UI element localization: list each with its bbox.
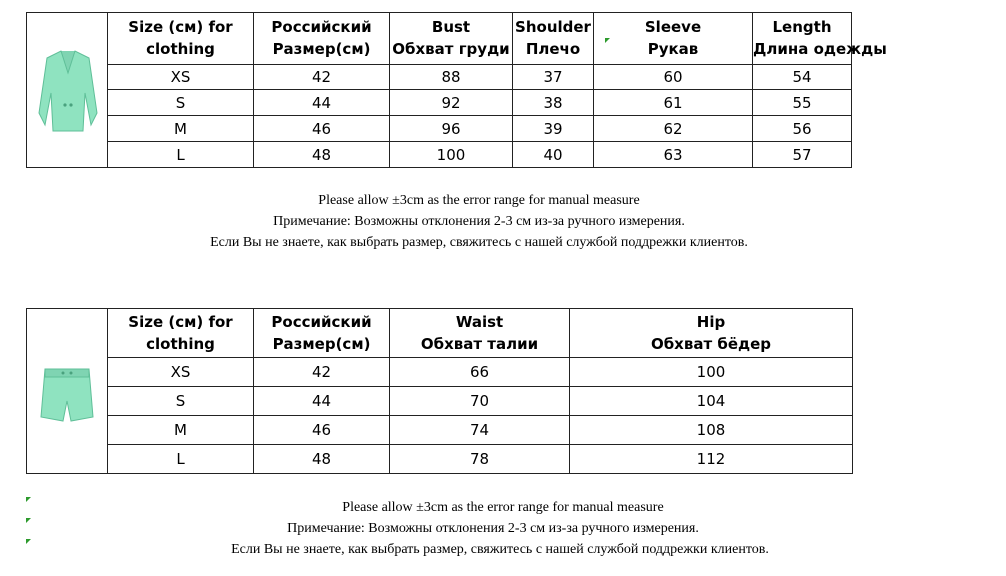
table-cell: 62 [594,116,753,142]
table-cell: 61 [594,90,753,116]
table-cell: S [108,90,254,116]
table-cell: 78 [390,445,570,474]
table-cell: 40 [513,142,594,168]
header-label: Length [772,18,832,37]
table-cell: 38 [513,90,594,116]
table-cell: M [108,416,254,445]
col-header-size [108,309,254,358]
col-header-size [108,13,254,65]
header-label: Обхват талии [420,335,539,354]
table-cell: 74 [390,416,570,445]
table-row [27,387,853,416]
table-cell: 39 [513,116,594,142]
green-corner-mark [605,38,610,43]
col-header-ru-size [254,13,390,65]
note-ru-support: Если Вы не знаете, как выбрать размер, свяжитесь с нашей службой поддрежки клиентов. [231,542,769,557]
col-header-bust [390,13,513,65]
header-label: Плечо [525,40,581,59]
table-cell: 70 [390,387,570,416]
table-row [27,416,853,445]
table-cell: 57 [753,142,852,168]
table-row [27,116,852,142]
table-cell: L [108,445,254,474]
table-cell: 56 [753,116,852,142]
table-cell: 108 [570,416,853,445]
table-cell: 100 [570,358,853,387]
table-cell: S [108,387,254,416]
table-row [27,142,852,168]
note-error-range: Please allow ±3cm as the error range for manual measure [342,500,664,515]
table-cell: 54 [753,64,852,90]
table-cell: 42 [254,64,390,90]
header-label: Size (см) for [128,313,233,332]
table-cell: 88 [390,64,513,90]
header-label: Обхват груди [392,40,510,59]
blazer-image [27,13,108,168]
table-cell: 42 [254,358,390,387]
table-cell: 66 [390,358,570,387]
header-label: clothing [146,40,215,59]
table-cell: 37 [513,64,594,90]
header-label: Российский [271,18,372,37]
table-cell: 48 [254,445,390,474]
col-header-hip [570,309,853,358]
table-row [27,90,852,116]
table-cell: 46 [254,416,390,445]
top-size-table [26,12,887,168]
table-row [27,445,853,474]
header-label: Bust [431,18,471,37]
blazer-icon [27,13,108,163]
table-row [27,64,852,90]
bottom-size-table [26,308,853,474]
header-label: Размер(см) [272,335,371,354]
header-label: clothing [146,335,215,354]
header-label: Size (см) for [128,18,233,37]
table-cell: 44 [254,90,390,116]
header-label: Shoulder [515,18,591,37]
header-label: Размер(см) [272,40,371,59]
table-cell: 55 [753,90,852,116]
header-label: Обхват бёдер [650,335,772,354]
header-label: Hip [696,313,726,332]
table-cell: XS [108,64,254,90]
table-cell: M [108,116,254,142]
table-header-row [27,309,853,358]
table-cell: 92 [390,90,513,116]
shorts-image [27,309,108,474]
header-label: Длина одежды [753,40,887,59]
shorts-icon [27,309,108,469]
header-label: Рукав [647,40,699,59]
col-header-length [753,13,887,65]
col-header-ru-size [254,309,390,358]
note-ru-deviation: Примечание: Возможны отклонения 2-3 см из-за ручного измерения. [273,214,685,229]
table-cell: 44 [254,387,390,416]
col-header-sleeve [594,13,753,65]
table-cell: L [108,142,254,168]
header-label: Российский [271,313,372,332]
table-cell: 46 [254,116,390,142]
table-cell: 96 [390,116,513,142]
table-cell: 63 [594,142,753,168]
note-error-range: Please allow ±3cm as the error range for manual measure [318,193,640,208]
table-cell: 112 [570,445,853,474]
header-label: Waist [455,313,504,332]
table-row [27,358,853,387]
table-cell: 60 [594,64,753,90]
header-label: Sleeve [644,18,702,37]
col-header-shoulder [513,13,594,65]
table-cell: 104 [570,387,853,416]
note-ru-deviation: Примечание: Возможны отклонения 2-3 см из-за ручного измерения. [287,521,699,536]
col-header-waist [390,309,570,358]
table-header-row [27,13,852,65]
note-ru-support: Если Вы не знаете, как выбрать размер, свяжитесь с нашей службой поддрежки клиентов. [210,235,748,250]
table-cell: 48 [254,142,390,168]
table-cell: 100 [390,142,513,168]
table-cell: XS [108,358,254,387]
